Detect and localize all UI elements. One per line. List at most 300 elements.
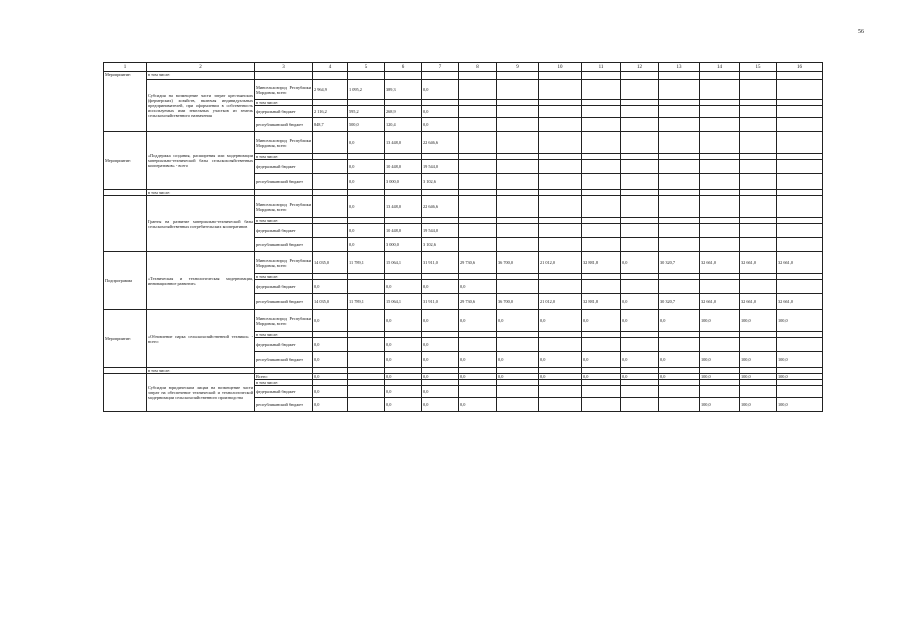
row-name: Субсидия на возмещение части затрат крестьянских (фермерских) хозяйств, включая индивидуальных предпринимателей, при оформлении в собственность используемых ими земельных участков из земель сельскохозяйственного назначения (147, 80, 255, 132)
value-cell: 0,0 (659, 310, 700, 332)
table-cell (104, 196, 147, 252)
value-cell: 15 064,1 (385, 294, 422, 310)
value-cell: 0,0 (459, 352, 497, 368)
value-cell (740, 238, 777, 252)
column-header: 7 (422, 63, 459, 72)
value-cell: 0,0 (582, 310, 621, 332)
value-cell (539, 224, 582, 238)
value-cell (348, 398, 385, 412)
value-cell: 22 646,6 (422, 132, 459, 154)
value-cell: 0,0 (539, 310, 582, 332)
value-cell (459, 174, 497, 190)
value-cell (777, 338, 823, 352)
funding-source: республиканский бюджет (255, 118, 313, 132)
value-cell: 0,0 (313, 338, 348, 352)
value-cell (539, 160, 582, 174)
value-cell: 11 789,1 (348, 252, 385, 274)
value-cell: 3 102,6 (422, 174, 459, 190)
table-cell (422, 72, 459, 80)
value-cell (539, 238, 582, 252)
value-cell (621, 280, 659, 294)
funding-source: федеральный бюджет (255, 386, 313, 398)
value-cell (497, 160, 539, 174)
value-cell (497, 224, 539, 238)
value-cell: 31 911,0 (422, 252, 459, 274)
value-cell (582, 280, 621, 294)
funding-source: федеральный бюджет (255, 106, 313, 118)
row-name: Субсидии юридическим лицам на возмещение части затрат на обеспечение технической и технологической модернизации сельскохозяйственного производства (147, 374, 255, 412)
value-cell: 29 730,6 (459, 252, 497, 274)
value-cell (740, 80, 777, 100)
funding-source: Минсельхозпрод Республики Мордовия, всего (255, 80, 313, 100)
page-number: 56 (858, 29, 864, 35)
value-cell (621, 398, 659, 412)
value-cell (348, 386, 385, 398)
value-cell: 0,0 (659, 374, 700, 380)
value-cell: 2 116,2 (313, 106, 348, 118)
value-cell (700, 80, 740, 100)
value-cell: 0,0 (348, 132, 385, 154)
column-header: 14 (700, 63, 740, 72)
value-cell (497, 238, 539, 252)
row-name: «Техническая и технологическая модернизация, инновационное развитие» (147, 252, 255, 310)
value-cell (582, 160, 621, 174)
value-cell (582, 386, 621, 398)
value-cell: 32 881,8 (582, 252, 621, 274)
value-cell (740, 338, 777, 352)
value-cell: 21 012,0 (539, 252, 582, 274)
value-cell (659, 118, 700, 132)
value-cell (582, 132, 621, 154)
value-cell (659, 224, 700, 238)
value-cell: 100,0 (700, 398, 740, 412)
value-cell (348, 352, 385, 368)
row-incl-label: в том числе: (147, 190, 255, 196)
value-cell: 0,0 (313, 310, 348, 332)
value-cell: 0,0 (422, 80, 459, 100)
row-name: «Поддержка создания, расширения или модернизации материально-технической базы сельскохозяйственных кооперативов» - всего (147, 132, 255, 190)
table-row (104, 196, 823, 218)
value-cell (539, 386, 582, 398)
value-cell (740, 106, 777, 118)
value-cell (777, 118, 823, 132)
value-cell (497, 174, 539, 190)
value-cell (777, 224, 823, 238)
table-cell (539, 72, 582, 80)
value-cell (621, 238, 659, 252)
column-header: 9 (497, 63, 539, 72)
value-cell (497, 386, 539, 398)
value-cell (659, 238, 700, 252)
value-cell (313, 196, 348, 218)
value-cell (313, 224, 348, 238)
column-header: 6 (385, 63, 422, 72)
value-cell: 0,0 (422, 398, 459, 412)
value-cell: 0,0 (422, 338, 459, 352)
value-cell: 0,0 (422, 106, 459, 118)
value-cell (582, 118, 621, 132)
table-cell (777, 72, 823, 80)
value-cell: 0,0 (621, 294, 659, 310)
value-cell: 0,0 (348, 196, 385, 218)
value-cell (659, 132, 700, 154)
funding-source: в том числе: (255, 274, 313, 280)
column-header: 1 (104, 63, 147, 72)
value-cell: 0,0 (385, 386, 422, 398)
value-cell (740, 224, 777, 238)
value-cell: 0,0 (422, 352, 459, 368)
value-cell (497, 338, 539, 352)
value-cell: 19 544,0 (422, 224, 459, 238)
value-cell: 19 544,0 (422, 160, 459, 174)
funding-source: республиканский бюджет (255, 238, 313, 252)
table-cell (313, 72, 348, 80)
value-cell (700, 386, 740, 398)
column-header: 12 (621, 63, 659, 72)
row-type: Мероприятие: (104, 310, 147, 368)
funding-source: федеральный бюджет (255, 224, 313, 238)
table-cell (659, 72, 700, 80)
value-cell: 14 035,0 (313, 294, 348, 310)
value-cell: 0,0 (348, 174, 385, 190)
value-cell: 32 661,0 (740, 252, 777, 274)
value-cell (777, 132, 823, 154)
value-cell: 0,0 (459, 398, 497, 412)
value-cell (777, 174, 823, 190)
value-cell (777, 80, 823, 100)
value-cell (497, 196, 539, 218)
value-cell (777, 196, 823, 218)
value-cell (621, 338, 659, 352)
value-cell: 100,0 (777, 398, 823, 412)
value-cell: 15 064,1 (385, 252, 422, 274)
row-name: «Обновление парка сельскохозяйственной техники» - всего: (147, 310, 255, 368)
value-cell (313, 238, 348, 252)
value-cell: 0,0 (313, 386, 348, 398)
value-cell: 32 661,0 (700, 294, 740, 310)
value-cell (700, 238, 740, 252)
table-row (104, 132, 823, 154)
column-header: 3 (255, 63, 313, 72)
funding-source: республиканский бюджет (255, 398, 313, 412)
column-header: 13 (659, 63, 700, 72)
funding-source: федеральный бюджет (255, 280, 313, 294)
value-cell: 0,0 (385, 310, 422, 332)
value-cell (740, 174, 777, 190)
value-cell (700, 196, 740, 218)
value-cell: 0,0 (385, 352, 422, 368)
value-cell: 100,0 (740, 310, 777, 332)
funding-source: республиканский бюджет (255, 294, 313, 310)
value-cell (582, 224, 621, 238)
column-header: 4 (313, 63, 348, 72)
table-cell (497, 72, 539, 80)
value-cell: 0,0 (348, 238, 385, 252)
value-cell (700, 132, 740, 154)
table-cell (621, 72, 659, 80)
value-cell (582, 238, 621, 252)
value-cell (539, 132, 582, 154)
table-row (104, 80, 823, 100)
value-cell: 32 661,0 (777, 252, 823, 274)
value-cell (313, 132, 348, 154)
funding-source: Минсельхозпрод Республики Мордовия, всего (255, 196, 313, 218)
funding-source: в том числе: (255, 332, 313, 338)
table-cell (104, 374, 147, 412)
value-cell: 0,0 (582, 374, 621, 380)
funding-source: федеральный бюджет (255, 160, 313, 174)
value-cell (459, 80, 497, 100)
value-cell (539, 398, 582, 412)
value-cell (777, 386, 823, 398)
funding-source: Минсельхозпрод Республики Мордовия, всего (255, 132, 313, 154)
value-cell: 100,0 (777, 310, 823, 332)
value-cell (740, 118, 777, 132)
funding-source: в том числе: (255, 100, 313, 106)
value-cell (700, 280, 740, 294)
column-header: 15 (740, 63, 777, 72)
value-cell: 32 661,0 (700, 252, 740, 274)
value-cell: 0,0 (348, 160, 385, 174)
value-cell: 389,3 (385, 80, 422, 100)
value-cell: 100,0 (700, 310, 740, 332)
value-cell: 268,9 (385, 106, 422, 118)
value-cell (459, 160, 497, 174)
table-row (104, 252, 823, 274)
value-cell: 0,0 (621, 310, 659, 332)
value-cell: 11 789,1 (348, 294, 385, 310)
value-cell: 100,0 (740, 374, 777, 380)
funding-source: в том числе: (255, 154, 313, 160)
value-cell: 0,0 (459, 280, 497, 294)
value-cell (539, 338, 582, 352)
value-cell: 0,0 (459, 374, 497, 380)
value-cell: 32 881,8 (582, 294, 621, 310)
value-cell: 595,2 (348, 106, 385, 118)
value-cell: 0,0 (313, 398, 348, 412)
table-cell (700, 72, 740, 80)
value-cell: 0,0 (497, 352, 539, 368)
value-cell (459, 106, 497, 118)
column-header: 5 (348, 63, 385, 72)
value-cell: 10 448,0 (385, 160, 422, 174)
value-cell: 0,0 (621, 252, 659, 274)
value-cell (621, 386, 659, 398)
column-header: 8 (459, 63, 497, 72)
value-cell: 0,0 (348, 224, 385, 238)
value-cell (659, 106, 700, 118)
value-cell: 120,4 (385, 118, 422, 132)
value-cell (348, 280, 385, 294)
value-cell (497, 118, 539, 132)
value-cell: 30 320,7 (659, 252, 700, 274)
value-cell (700, 118, 740, 132)
value-cell (740, 386, 777, 398)
table-cell (385, 72, 422, 80)
value-cell (621, 80, 659, 100)
value-cell: 0,0 (422, 280, 459, 294)
value-cell (459, 132, 497, 154)
value-cell: 100,0 (777, 374, 823, 380)
value-cell: 0,0 (459, 310, 497, 332)
funding-source: в том числе: (255, 380, 313, 386)
value-cell: 29 730,6 (459, 294, 497, 310)
table-cell (582, 72, 621, 80)
value-cell: 21 012,0 (539, 294, 582, 310)
value-cell (777, 238, 823, 252)
value-cell: 0,0 (659, 352, 700, 368)
value-cell: 0,0 (621, 374, 659, 380)
column-header: 2 (147, 63, 255, 72)
value-cell (659, 398, 700, 412)
value-cell (740, 196, 777, 218)
value-cell (313, 160, 348, 174)
value-cell: 500,0 (348, 118, 385, 132)
value-cell (621, 118, 659, 132)
value-cell (621, 160, 659, 174)
value-cell (777, 280, 823, 294)
value-cell (348, 338, 385, 352)
value-cell (348, 310, 385, 332)
value-cell: 0,0 (313, 280, 348, 294)
value-cell (497, 80, 539, 100)
funding-source: Минсельхозпрод Республики Мордовия, всего (255, 252, 313, 274)
value-cell: 0,0 (497, 374, 539, 380)
table-cell (255, 72, 313, 80)
value-cell (700, 224, 740, 238)
row-incl-label: в том числе: (147, 72, 255, 80)
value-cell: 0,0 (422, 118, 459, 132)
value-cell (621, 224, 659, 238)
value-cell (539, 106, 582, 118)
budget-table (103, 62, 823, 412)
value-cell: 3 102,6 (422, 238, 459, 252)
value-cell: 0,0 (539, 352, 582, 368)
value-cell: 100,0 (777, 352, 823, 368)
value-cell (459, 238, 497, 252)
value-cell (539, 196, 582, 218)
value-cell (621, 106, 659, 118)
row-name: Гранты на развитие материально-технической базы сельскохозяйственных потребительских кооперативов (147, 196, 255, 252)
value-cell (459, 224, 497, 238)
value-cell: 1 095,2 (348, 80, 385, 100)
column-header: 11 (582, 63, 621, 72)
value-cell (659, 160, 700, 174)
value-cell (497, 106, 539, 118)
value-cell (459, 118, 497, 132)
funding-source: республиканский бюджет (255, 174, 313, 190)
funding-source: федеральный бюджет (255, 338, 313, 352)
value-cell: 22 646,6 (422, 196, 459, 218)
row-type: Мероприятие: (104, 132, 147, 190)
value-cell: 0,0 (385, 338, 422, 352)
value-cell: 100,0 (700, 374, 740, 380)
value-cell (459, 338, 497, 352)
value-cell (313, 174, 348, 190)
value-cell: 2 964,9 (313, 80, 348, 100)
value-cell: 0,0 (385, 374, 422, 380)
value-cell (700, 106, 740, 118)
value-cell: 3 000,0 (385, 174, 422, 190)
value-cell: 100,0 (700, 352, 740, 368)
value-cell (740, 160, 777, 174)
value-cell: 0,0 (621, 352, 659, 368)
value-cell (539, 80, 582, 100)
value-cell (700, 174, 740, 190)
value-cell: 0,0 (582, 352, 621, 368)
value-cell (621, 174, 659, 190)
value-cell (459, 386, 497, 398)
column-header: 10 (539, 63, 582, 72)
value-cell: 36 700,0 (497, 252, 539, 274)
value-cell: 0,0 (422, 374, 459, 380)
value-cell (497, 132, 539, 154)
value-cell (777, 106, 823, 118)
header-row (104, 63, 823, 72)
table-cell (740, 72, 777, 80)
value-cell (659, 174, 700, 190)
table-cell (348, 72, 385, 80)
value-cell (582, 174, 621, 190)
value-cell (497, 280, 539, 294)
value-cell (659, 338, 700, 352)
value-cell (582, 80, 621, 100)
value-cell: 10 448,0 (385, 224, 422, 238)
value-cell: 0,0 (385, 280, 422, 294)
value-cell: 3 000,0 (385, 238, 422, 252)
value-cell: 0,0 (497, 310, 539, 332)
value-cell (700, 338, 740, 352)
funding-source: Минсельхозпрод Республики Мордовия, всего (255, 310, 313, 332)
value-cell: 32 661,0 (740, 294, 777, 310)
value-cell (740, 132, 777, 154)
table-row (104, 72, 823, 80)
value-cell: 0,0 (313, 352, 348, 368)
value-cell: 13 448,0 (385, 196, 422, 218)
value-cell: 0,0 (385, 398, 422, 412)
value-cell: 848,7 (313, 118, 348, 132)
value-cell: 0,0 (422, 386, 459, 398)
value-cell (740, 280, 777, 294)
value-cell (582, 106, 621, 118)
value-cell: 14 035,0 (313, 252, 348, 274)
value-cell (700, 160, 740, 174)
value-cell: 100,0 (740, 352, 777, 368)
value-cell (659, 80, 700, 100)
funding-source: Всего: (255, 374, 313, 380)
value-cell (497, 398, 539, 412)
table-cell (459, 72, 497, 80)
value-cell: 0,0 (539, 374, 582, 380)
row-incl-label: в том числе: (147, 368, 255, 374)
value-cell: 30 320,7 (659, 294, 700, 310)
value-cell (539, 118, 582, 132)
row-type: Подпрограмма (104, 252, 147, 310)
table-row (104, 310, 823, 332)
value-cell: 0,0 (422, 310, 459, 332)
value-cell (659, 196, 700, 218)
value-cell: 100,0 (740, 398, 777, 412)
value-cell (582, 398, 621, 412)
funding-source: в том числе: (255, 218, 313, 224)
funding-source: республиканский бюджет (255, 352, 313, 368)
value-cell: 32 661,0 (777, 294, 823, 310)
value-cell (582, 338, 621, 352)
value-cell (539, 174, 582, 190)
value-cell (777, 160, 823, 174)
value-cell: 36 700,0 (497, 294, 539, 310)
value-cell: 0,0 (313, 374, 348, 380)
